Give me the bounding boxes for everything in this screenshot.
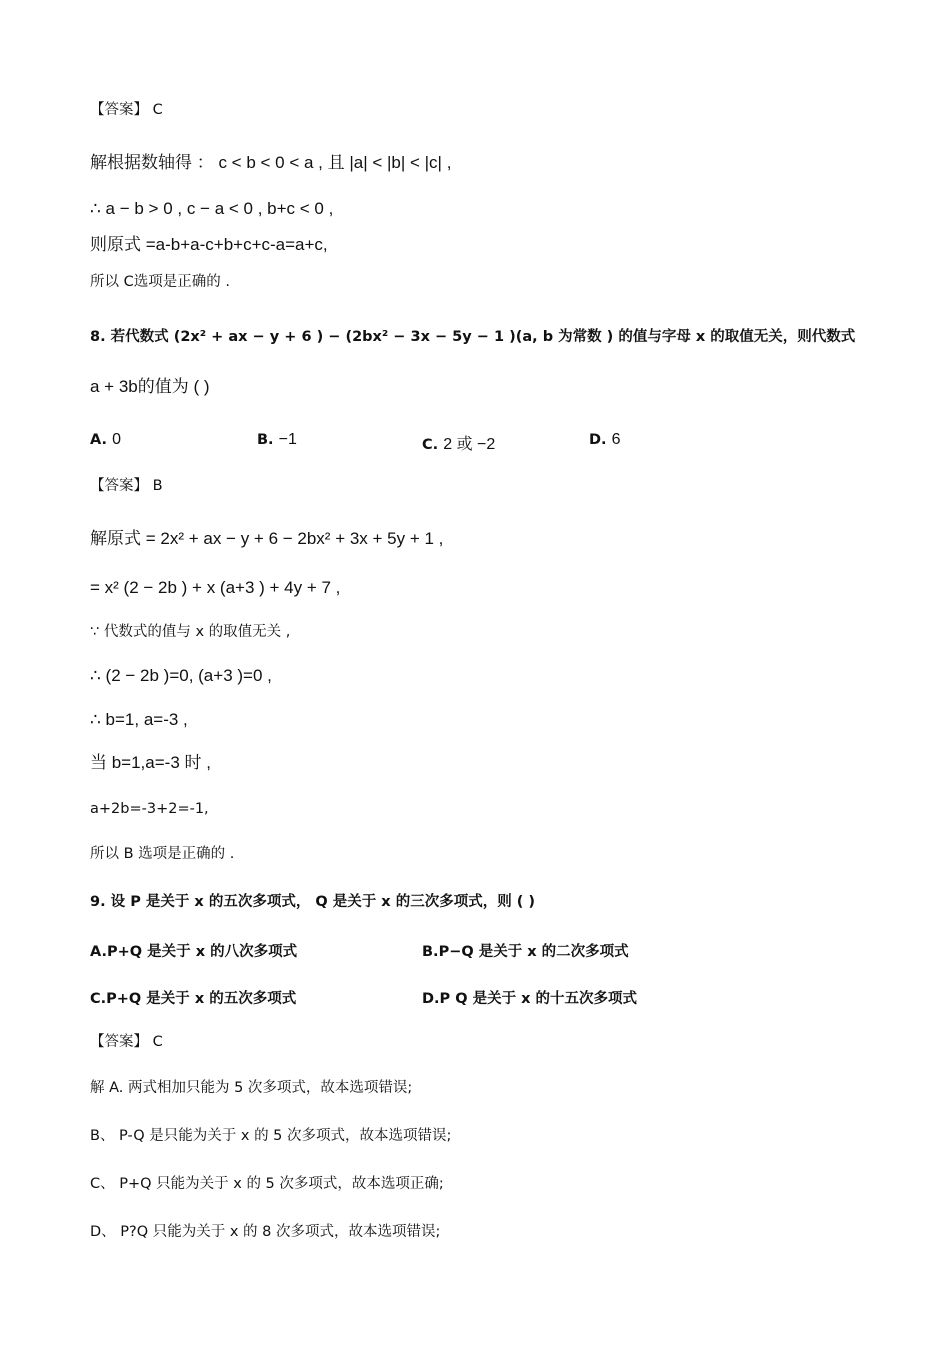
option-value: −1 [278,431,297,448]
question-8-option-a [90,431,121,449]
answer-7: 【答案】 C [90,102,163,118]
solution-8-line-2: = x² (2 − 2b ) + x (a+3 ) + 4y + 7 , [90,578,341,597]
option-label: A. [90,432,107,448]
option-value: 6 [611,431,621,448]
option-label: D. [589,432,607,448]
solution-7-line-4: 所以 C选项是正确的 . [90,274,230,290]
option-value: P Q 是关于 x 的十五次多项式 [439,991,638,1007]
option-value: 2 或 −2 [443,436,496,453]
question-9-option-c [90,987,296,1008]
question-9-option-b [422,940,629,961]
solution-7-line-1: 解根据数轴得 ： c < b < 0 < a , 且 |a| < |b| < |c| , [90,153,452,172]
option-value: P+Q 是关于 x 的五次多项式 [106,991,297,1007]
option-label: B. [422,944,439,960]
solution-8-line-4: ∴ (2 − 2b )=0, (a+3 )=0 , [90,666,272,685]
question-8-option-c [422,431,495,454]
solution-9-line-1: 解 A. 两式相加只能为 5 次多项式，故本选项错误; [90,1080,413,1096]
option-label: B. [257,432,274,448]
option-label: C. [90,991,107,1007]
question-8-option-b [257,431,297,449]
solution-8-line-5: ∴ b=1, a=-3 , [90,710,188,729]
solution-8-line-6: 当 b=1,a=-3 时 , [90,753,211,772]
solution-9-line-2: B、 P-Q 是只能为关于 x 的 5 次多项式，故本选项错误; [90,1128,452,1144]
question-9-option-d [422,987,637,1008]
solution-7-line-3: 则原式 =a-b+a-c+b+c+c-a=a+c, [90,235,328,254]
solution-8-line-1: 解原式 = 2x² + ax − y + 6 − 2bx² + 3x + 5y + 1 , [90,529,444,548]
solution-9-line-3: C、 P+Q 只能为关于 x 的 5 次多项式，故本选项正确; [90,1176,444,1192]
option-label: A. [90,944,107,960]
solution-7-line-2: ∴ a − b > 0 , c − a < 0 , b+c < 0 , [90,199,334,218]
option-value: 0 [112,431,121,448]
question-9-stem: 9. 设 P 是关于 x 的五次多项式， Q 是关于 x 的三次多项式，则 ( ) [90,894,536,910]
solution-8-line-8: 所以 B 选项是正确的 . [90,846,235,862]
solution-8-line-7: a+2b=-3+2=-1, [90,801,209,817]
question-9-option-a [90,940,297,961]
question-8-option-d [589,431,621,449]
option-value: P−Q 是关于 x 的二次多项式 [438,944,629,960]
question-8-stem: 8. 若代数式 (2x² + ax − y + 6 ) − (2bx² − 3x − 5y − 1 )(a, b 为常数 ) 的值与字母 x 的取值无关，则代数式 [90,329,856,345]
answer-8: 【答案】 B [90,478,163,494]
option-label: D. [422,991,440,1007]
solution-8-line-3: ∵ 代数式的值与 x 的取值无关 , [90,624,291,640]
option-label: C. [422,437,439,453]
option-value: P+Q 是关于 x 的八次多项式 [107,944,298,960]
answer-9: 【答案】 C [90,1034,163,1050]
solution-9-line-4: D、 P?Q 只能为关于 x 的 8 次多项式，故本选项错误; [90,1224,441,1240]
question-8-stem-2: a + 3b的值为 ( ) [90,377,210,396]
